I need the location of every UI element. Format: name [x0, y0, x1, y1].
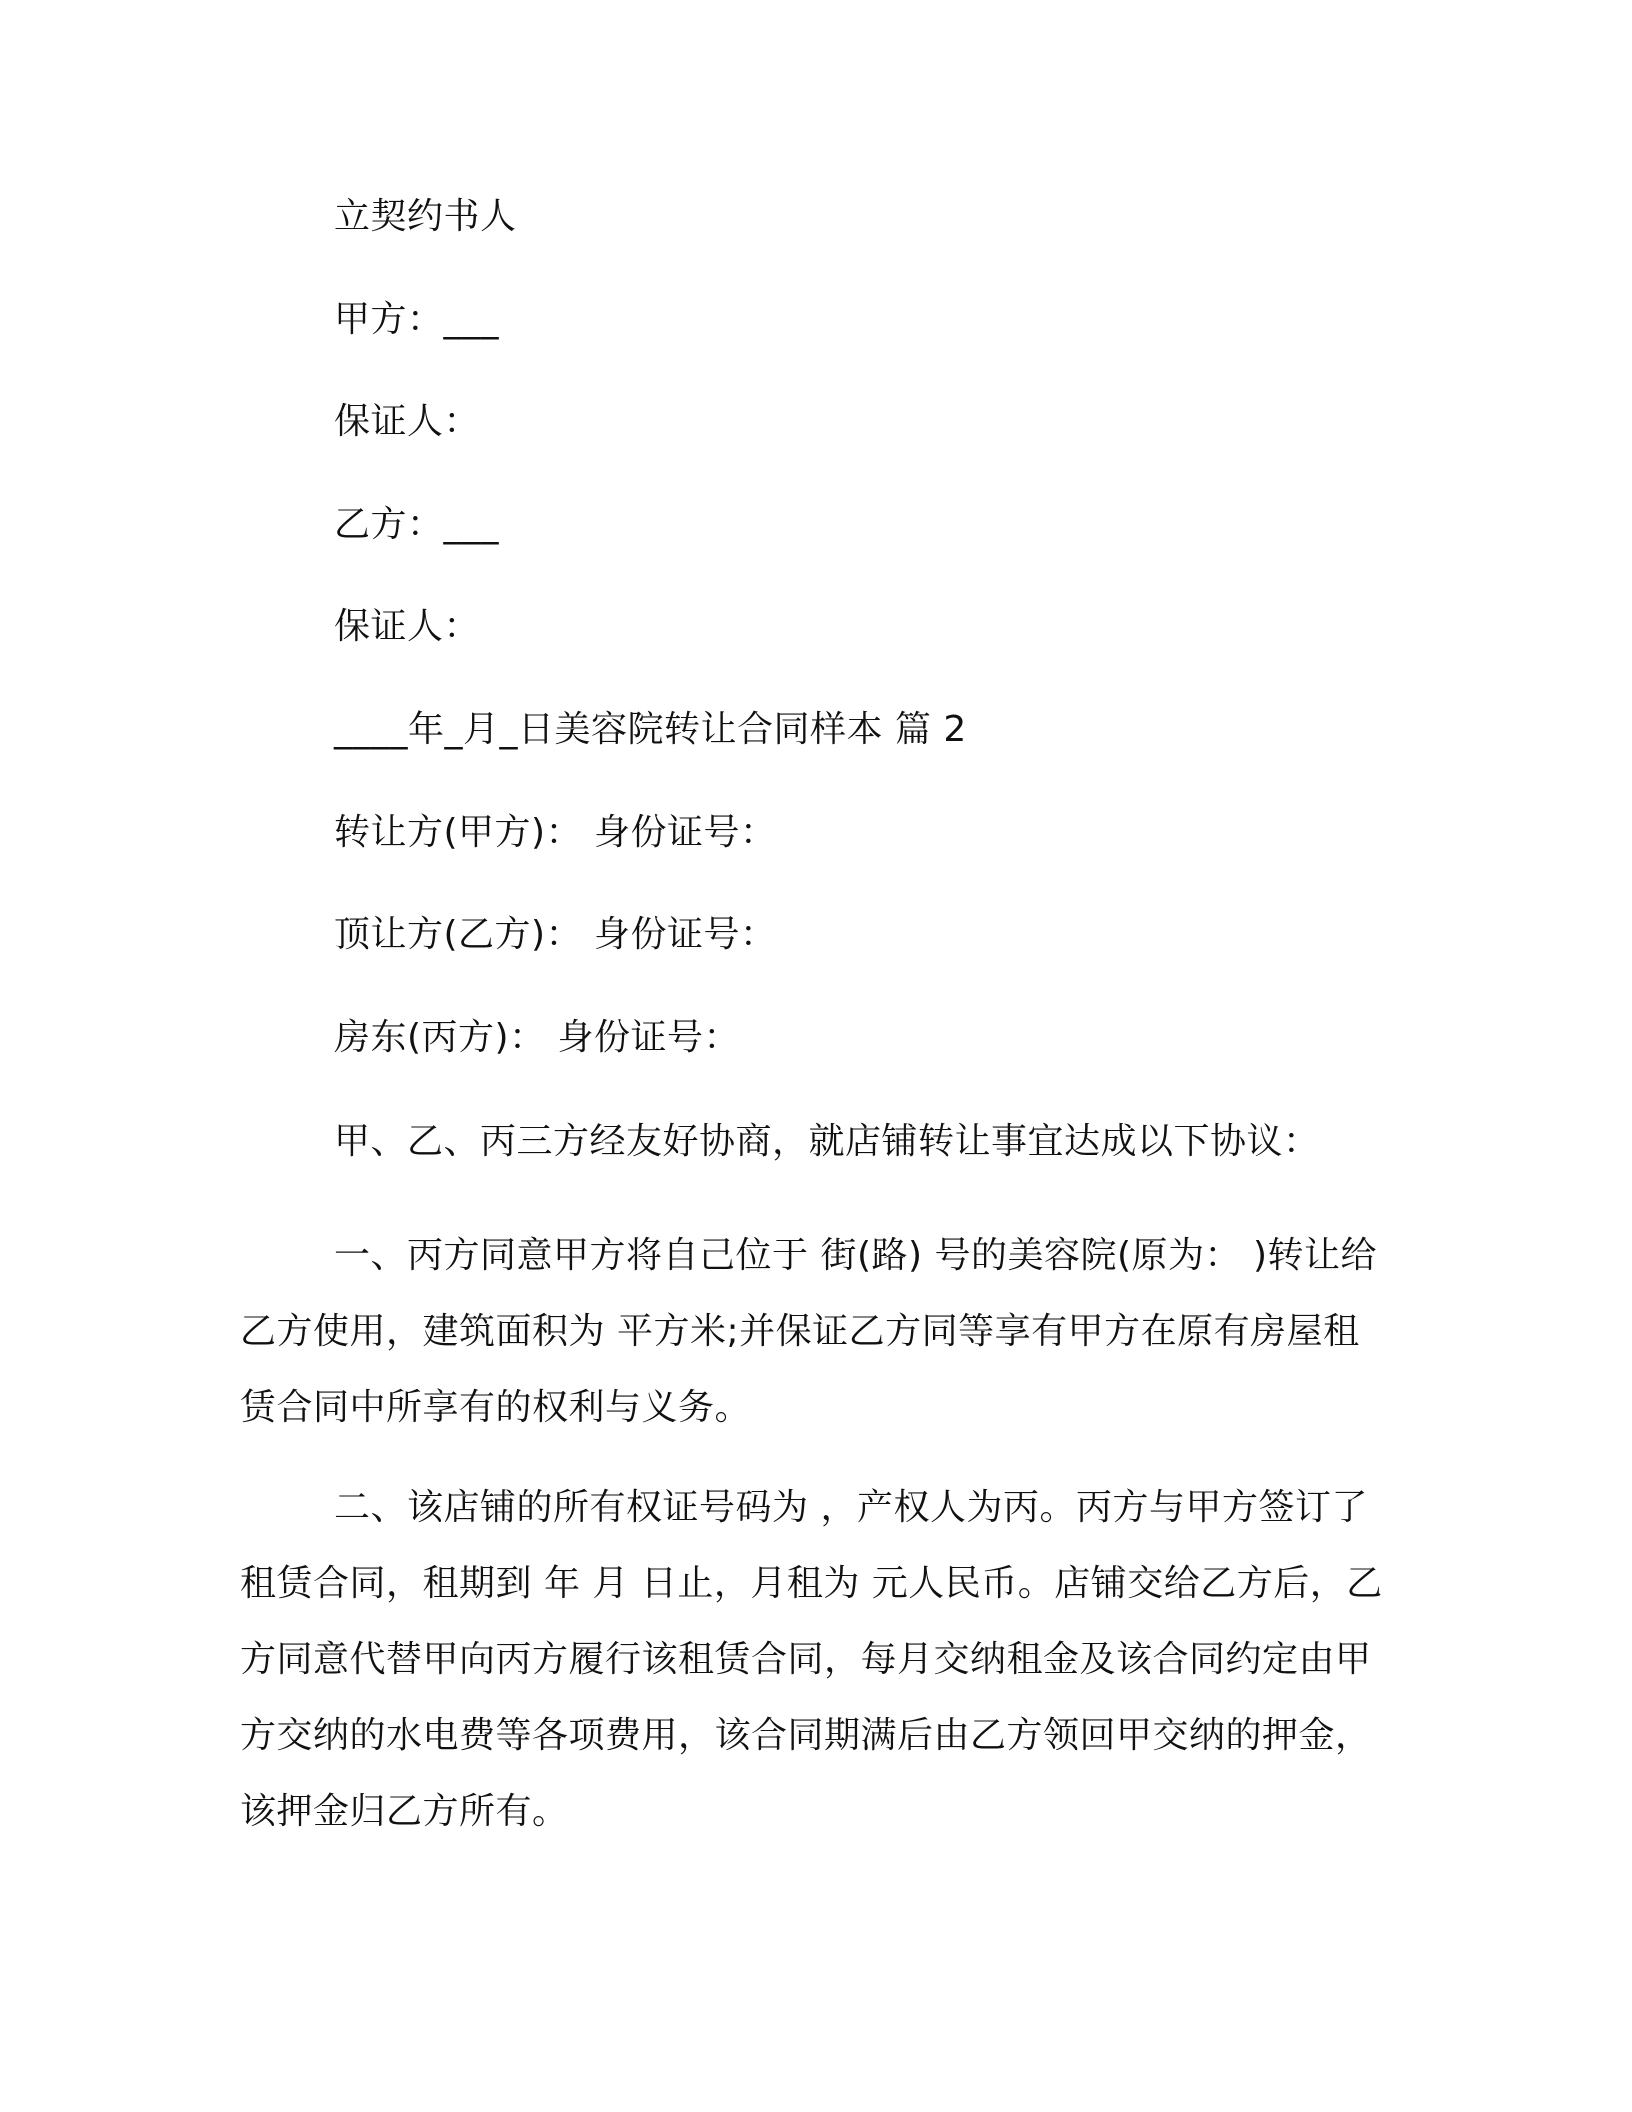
- party-b-line: 乙方：___: [334, 504, 500, 545]
- transferor-line: 转让方(甲方)： 身份证号：: [334, 812, 777, 853]
- landlord-line: 房东(丙方)： 身份证号：: [334, 1017, 741, 1058]
- guarantor-a-line: 保证人：: [334, 401, 481, 442]
- clause-two-text: 二、该店铺的所有权证号码为 ，产权人为丙。丙方与甲方签订了租赁合同，租期到 年 月 日止，月租为 元人民币。店铺交给乙方后，乙方同意代替甲向丙方履行该租赁合同，每月交纳租金及该合同约定由甲方交纳的水电费等各项费用，该合同期满后由乙方领回甲交纳的押金，该押金归乙方所有。: [240, 1487, 1383, 1832]
- party-a-line: 甲方：___: [334, 299, 500, 340]
- clause-two-paragraph: [240, 1470, 1390, 1850]
- contract-title-line: ____年_月_日美容院转让合同样本 篇 2: [334, 709, 967, 750]
- clause-one-text: 一、丙方同意甲方将自己位于 街(路) 号的美容院(原为： )转让给乙方使用，建筑面积为 平方米;并保证乙方同等享有甲方在原有房屋租赁合同中所享有的权利与义务。: [240, 1235, 1378, 1428]
- signatories-heading: 立契约书人: [334, 196, 517, 237]
- transferee-line: 顶让方(乙方)： 身份证号：: [334, 914, 777, 955]
- guarantor-b-line: 保证人：: [334, 606, 481, 647]
- clause-one-paragraph: [240, 1218, 1390, 1446]
- agreement-intro-line: 甲、乙、丙三方经友好协商，就店铺转让事宜达成以下协议：: [334, 1121, 1320, 1162]
